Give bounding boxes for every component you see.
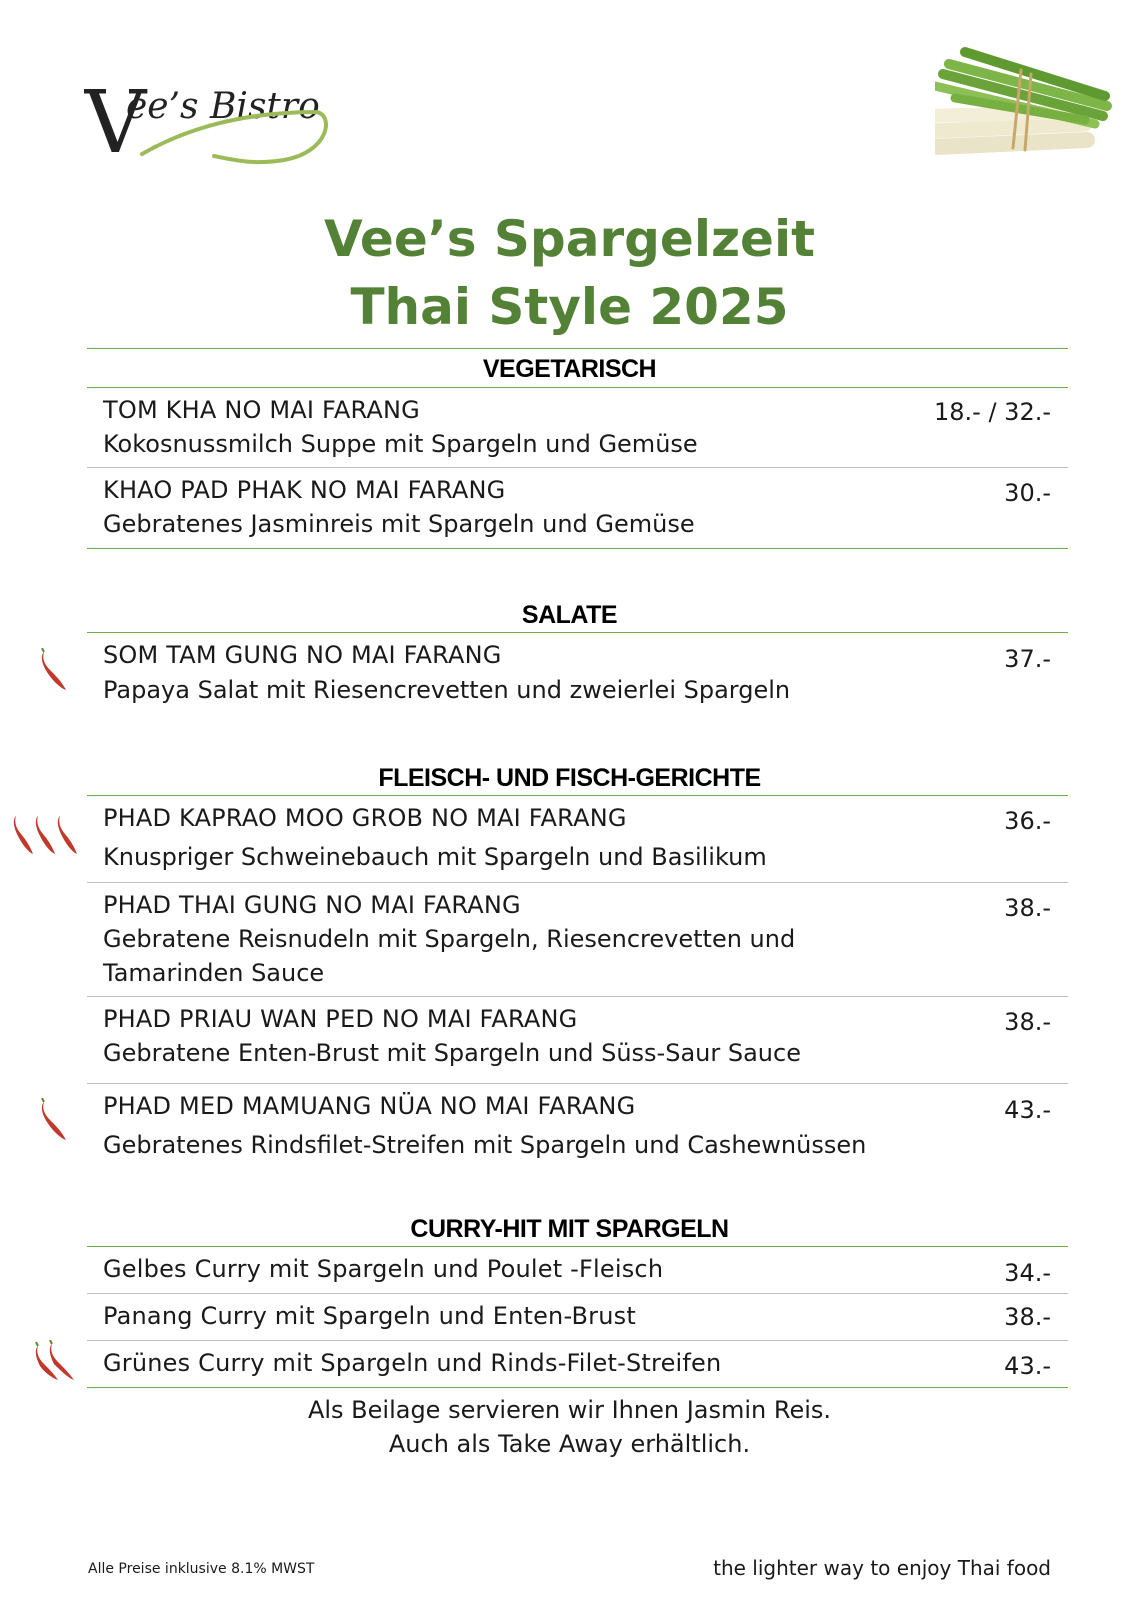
- section-title-curry: CURRY-HIT MIT SPARGELN: [410, 1215, 729, 1243]
- divider: [87, 632, 1068, 633]
- dish-name: PHAD PRIAU WAN PED NO MAI FARANG: [103, 1005, 578, 1033]
- divider: [87, 996, 1068, 997]
- section-title-fleisch-fisch: FLEISCH- UND FISCH-GERICHTE: [378, 764, 761, 792]
- divider: [87, 1293, 1068, 1294]
- divider: [87, 795, 1068, 796]
- page-subtitle: Thai Style 2025: [350, 278, 789, 336]
- logo: [84, 72, 334, 172]
- side-dish-note: Als Beilage servieren wir Ihnen Jasmin Reis.: [307, 1396, 832, 1424]
- dish-name: SOM TAM GUNG NO MAI FARANG: [103, 641, 502, 669]
- divider: [87, 387, 1068, 388]
- divider: [87, 1083, 1068, 1084]
- divider: [87, 348, 1068, 349]
- page-title: Vee’s Spargelzeit: [323, 210, 816, 268]
- curry-name: Panang Curry mit Spargeln und Enten-Brust: [103, 1302, 636, 1330]
- dish-description-continued: Tamarinden Sauce: [103, 959, 325, 987]
- dish-description: Knuspriger Schweinebauch mit Spargeln und Basilikum: [103, 843, 767, 871]
- svg-text:V: V: [84, 73, 147, 172]
- curry-name: Grünes Curry mit Spargeln und Rinds-Filet-Streifen: [103, 1349, 722, 1377]
- divider: [87, 548, 1068, 549]
- dish-price: 37.-: [1004, 645, 1051, 673]
- dish-price: 43.-: [1004, 1352, 1051, 1380]
- asparagus-image: [935, 40, 1125, 170]
- dish-name: TOM KHA NO MAI FARANG: [103, 396, 420, 424]
- chili-icon: [12, 812, 82, 862]
- divider: [87, 1340, 1068, 1341]
- dish-description: Gebratene Reisnudeln mit Spargeln, Riesencrevetten und: [103, 925, 796, 953]
- dish-name: KHAO PAD PHAK NO MAI FARANG: [103, 476, 506, 504]
- footer-vat-note: Alle Preise inklusive 8.1% MWST: [88, 1561, 315, 1577]
- dish-price: 38.-: [1004, 894, 1051, 922]
- chili-icon: [38, 648, 70, 696]
- dish-name: PHAD MED MAMUANG NÜA NO MAI FARANG: [103, 1092, 636, 1120]
- dish-price: 18.- / 32.-: [934, 398, 1051, 426]
- dish-price: 38.-: [1004, 1303, 1051, 1331]
- section-title-vegetarisch: VEGETARISCH: [482, 355, 657, 383]
- dish-price: 30.-: [1004, 479, 1051, 507]
- footer-tagline: the lighter way to enjoy Thai food: [713, 1556, 1051, 1580]
- dish-description: Gebratene Enten-Brust mit Spargeln und Süss-Saur Sauce: [103, 1039, 801, 1067]
- divider: [87, 467, 1068, 468]
- dish-price: 34.-: [1004, 1259, 1051, 1287]
- curry-name: Gelbes Curry mit Spargeln und Poulet -Fleisch: [103, 1255, 664, 1283]
- divider: [87, 1246, 1068, 1247]
- chili-icon: [34, 1340, 80, 1388]
- divider: [87, 1387, 1068, 1388]
- dish-price: 36.-: [1004, 807, 1051, 835]
- dish-description: Gebratenes Rindsfilet-Streifen mit Spargeln und Cashewnüssen: [103, 1131, 867, 1159]
- dish-description: Papaya Salat mit Riesencrevetten und zweierlei Spargeln: [103, 676, 791, 704]
- dish-description: Kokosnussmilch Suppe mit Spargeln und Gemüse: [103, 430, 698, 458]
- take-away-note: Auch als Take Away erhältlich.: [388, 1430, 751, 1458]
- dish-price: 38.-: [1004, 1008, 1051, 1036]
- chili-icon: [38, 1098, 70, 1146]
- divider: [87, 882, 1068, 883]
- dish-name: PHAD KAPRAO MOO GROB NO MAI FARANG: [103, 804, 627, 832]
- section-title-salate: SALATE: [521, 601, 618, 629]
- svg-text:ee’s Bistro: ee’s Bistro: [126, 86, 320, 127]
- dish-name: PHAD THAI GUNG NO MAI FARANG: [103, 891, 521, 919]
- dish-description: Gebratenes Jasminreis mit Spargeln und Gemüse: [103, 510, 695, 538]
- dish-price: 43.-: [1004, 1096, 1051, 1124]
